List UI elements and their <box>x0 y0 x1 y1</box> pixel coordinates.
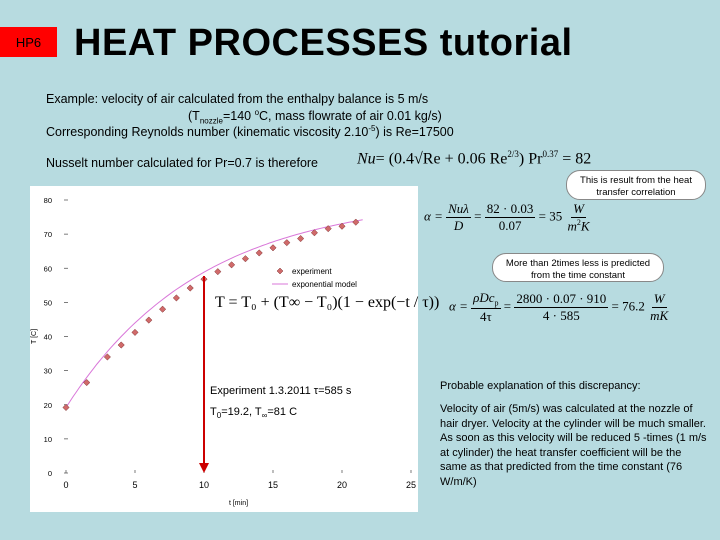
chart-legend <box>272 267 357 289</box>
x-tick-label: 10 <box>198 480 210 490</box>
x-tick-label: 25 <box>405 480 417 490</box>
experiment-point <box>132 329 138 335</box>
text-line-conditions: ($T_{nozzle}=140$ $^o$C, mass flowrate of air 0.01 kg/s) <box>188 108 442 126</box>
legend-marker-experiment <box>277 268 283 274</box>
temperature-chart <box>30 186 440 512</box>
explanation-heading: Probable explanation of this discrepancy: <box>440 380 641 392</box>
text-line-nusselt: Nusselt number calculated for Pr=0.7 is therefore <box>46 156 319 170</box>
chart-axes <box>31 196 416 507</box>
experiment-point <box>215 268 221 274</box>
experiment-point <box>187 285 193 291</box>
experiment-label: Experiment 1.3.2011 τ=585 s <box>210 385 352 397</box>
y-tick-label: 10 <box>43 434 52 444</box>
y-tick-label: 0 <box>47 469 52 478</box>
experiment-conditions: $T_0=19.2$, $T_\infty=81$ C <box>210 406 298 421</box>
experiment-point <box>353 219 359 225</box>
y-axis-label: T [C] <box>31 328 38 345</box>
experiment-point <box>270 245 276 251</box>
legend-label-model: exponential model <box>292 280 357 289</box>
y-tick-label: 70 <box>43 230 52 240</box>
y-tick-label: 40 <box>43 332 52 342</box>
nusselt-equation: Nu= (0.4√Re + 0.06 $Re^{2/3}$) $Pr^{0.37} = 82$ <box>357 149 592 168</box>
alpha-correlation-equation: α = $\frac{\text{Nuλ}}{D}$ = $\frac{82 \cdot 0.03}{0.07}$ = 35 $\frac{W}{m^2K}$ <box>424 201 590 234</box>
y-tick-label: 30 <box>43 366 52 376</box>
experiment-point <box>284 239 290 245</box>
y-tick-label: 80 <box>43 196 52 205</box>
legend-label-experiment: experiment <box>292 267 332 276</box>
text-line-velocity: Example: velocity of air calculated from the enthalpy balance is 5 m/s <box>46 92 429 106</box>
y-tick-label: 50 <box>43 298 52 308</box>
experiment-points-layer <box>63 219 359 411</box>
text-line-reynolds: Corresponding Reynolds number (kinematic viscosity $2.10^{-5}$) is Re=17500 <box>46 124 454 140</box>
explanation-body: Velocity of air (5m/s) was calculated at the nozzle of hair dryer. Velocity at the cylinder will be much smaller. As soon as this velocity will be reduced 5 -times (1 m/s at cylinder) the heat transfer coefficient will be the same as that predicted from the time constant (76 W/m/K) <box>440 403 707 488</box>
x-tick-label: 5 <box>132 480 138 490</box>
experiment-point <box>256 250 262 256</box>
callout-time-constant: More than 2times less is predicted from the time constant <box>492 253 664 282</box>
experiment-point <box>63 404 69 410</box>
slide-title: HEAT PROCESSES tutorial <box>74 22 573 64</box>
experiment-point <box>118 342 124 348</box>
experiment-point <box>173 295 179 301</box>
callout-correlation: This is result from the heat transfer correlation <box>566 170 706 200</box>
slide-number-badge: HP6 <box>0 27 57 57</box>
x-tick-label: 20 <box>336 480 348 490</box>
experiment-point <box>242 255 248 261</box>
x-axis-label: t [min] <box>228 500 249 507</box>
experiment-point <box>159 306 165 312</box>
model-curve <box>66 220 363 408</box>
x-tick-label: 0 <box>63 480 69 490</box>
marker-arrow-head <box>199 463 209 473</box>
y-tick-label: 20 <box>43 400 52 410</box>
experiment-point <box>228 262 234 268</box>
model-curve-layer <box>66 220 363 408</box>
marker-arrow-layer <box>199 276 209 473</box>
y-tick-label: 60 <box>43 264 52 274</box>
experiment-point <box>297 235 303 241</box>
x-tick-label: 15 <box>267 480 279 490</box>
chart-svg <box>30 186 418 512</box>
alpha-time-constant-equation: α = $\frac{\rho Dc_p}{4\tau}$ = $\frac{2800 \cdot 0.07 \cdot 910}{4 \cdot 585}$ = 76.2 $\frac{W}{mK}$ <box>449 290 669 324</box>
model-equation: T = T₀ + (T∞ − T₀)(1 − exp(−t / τ)) <box>215 294 440 311</box>
experiment-point <box>146 317 152 323</box>
